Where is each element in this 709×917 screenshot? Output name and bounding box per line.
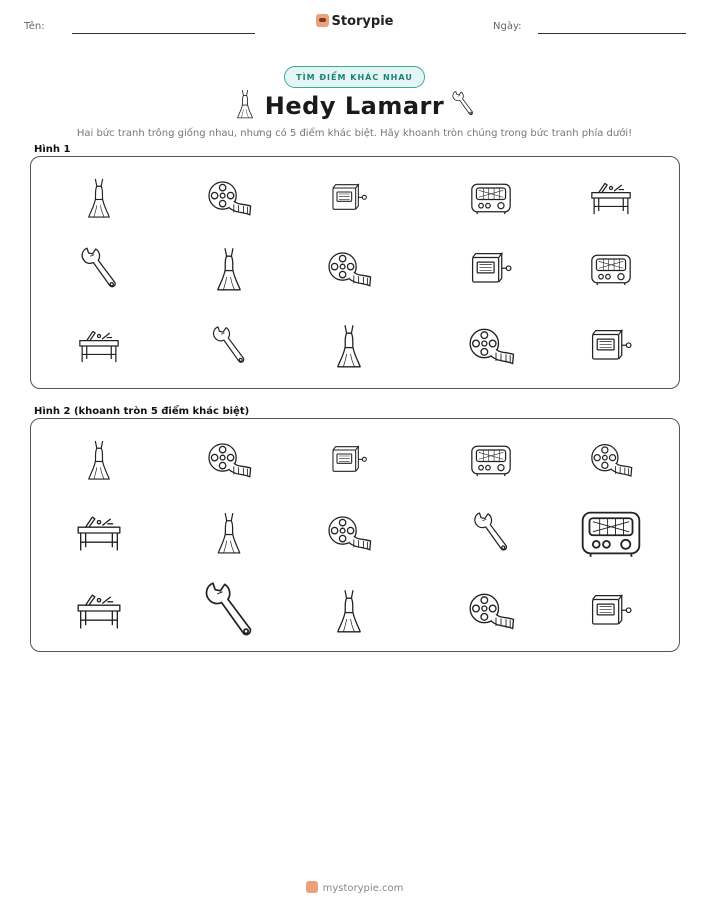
- picture1-cell-dress-icon[interactable]: [205, 245, 253, 293]
- dress-icon: [205, 245, 253, 293]
- storypie-logo-icon: [306, 881, 318, 893]
- wrench-icon: [207, 324, 251, 368]
- workbench-icon: [74, 508, 124, 558]
- picture2-cell-dress-icon[interactable]: [325, 587, 373, 635]
- wrench-icon: [197, 579, 261, 643]
- activity-badge: TÌM ĐIỂM KHÁC NHAU: [284, 66, 425, 88]
- picture2-cell-radio-icon[interactable]: [577, 499, 645, 567]
- picture2-cell-music-box-icon[interactable]: [588, 588, 634, 634]
- picture1-cell-radio-icon[interactable]: [588, 246, 634, 292]
- brand-name: Storypie: [331, 14, 394, 29]
- picture1-cell-film-reel-icon[interactable]: [466, 321, 516, 371]
- footer-url[interactable]: mystorypie.com: [322, 883, 404, 894]
- picture1-cell-film-reel-icon[interactable]: [325, 245, 373, 293]
- film-reel-icon: [466, 586, 516, 636]
- name-label: Tên:: [24, 21, 45, 32]
- picture2-cell-music-box-icon[interactable]: [329, 440, 369, 480]
- dress-icon: [77, 438, 121, 482]
- workbench-icon: [588, 175, 634, 221]
- date-line[interactable]: [538, 33, 686, 34]
- dress-icon: [325, 322, 373, 370]
- radio-icon: [588, 246, 634, 292]
- picture1-panel: [30, 156, 680, 389]
- picture1-cell-radio-icon[interactable]: [468, 175, 514, 221]
- picture2-cell-wrench-icon[interactable]: [197, 579, 261, 643]
- picture1-cell-music-box-icon[interactable]: [329, 178, 369, 218]
- music-box-icon: [329, 178, 369, 218]
- music-box-icon: [468, 246, 514, 292]
- picture1-cell-film-reel-icon[interactable]: [205, 174, 253, 222]
- radio-icon: [468, 437, 514, 483]
- picture2-cell-wrench-icon[interactable]: [468, 510, 514, 556]
- film-reel-icon: [466, 321, 516, 371]
- picture2-cell-film-reel-icon[interactable]: [325, 509, 373, 557]
- storypie-logo-icon: [316, 14, 329, 27]
- picture2-cell-dress-icon[interactable]: [206, 510, 252, 556]
- picture2-cell-film-reel-icon[interactable]: [466, 586, 516, 636]
- workbench-icon: [74, 586, 124, 636]
- dress-icon: [77, 176, 121, 220]
- music-box-icon: [329, 440, 369, 480]
- wrench-icon: [468, 510, 514, 556]
- picture1-cell-workbench-icon[interactable]: [76, 323, 122, 369]
- music-box-icon: [588, 323, 634, 369]
- picture2-cell-film-reel-icon[interactable]: [588, 437, 634, 483]
- date-label: Ngày:: [493, 21, 522, 32]
- instructions: Hai bức tranh trông giống nhau, nhưng có 5 điểm khác biệt. Hãy khoanh tròn chúng trong bức tranh phía dưới!: [76, 128, 633, 139]
- picture1-cell-wrench-icon[interactable]: [75, 245, 123, 293]
- film-reel-icon: [325, 245, 373, 293]
- film-reel-icon: [588, 437, 634, 483]
- music-box-icon: [588, 588, 634, 634]
- picture2-cell-workbench-icon[interactable]: [74, 586, 124, 636]
- name-line[interactable]: [72, 33, 255, 34]
- picture2-panel[interactable]: [30, 418, 680, 652]
- film-reel-icon: [325, 509, 373, 557]
- picture2-cell-radio-icon[interactable]: [468, 437, 514, 483]
- picture2-cell-workbench-icon[interactable]: [74, 508, 124, 558]
- picture2-label: Hình 2 (khoanh tròn 5 điểm khác biệt): [34, 406, 250, 417]
- picture2-cell-dress-icon[interactable]: [77, 438, 121, 482]
- picture1-cell-music-box-icon[interactable]: [468, 246, 514, 292]
- radio-icon: [577, 499, 645, 567]
- page-title: Hedy Lamarr: [264, 92, 445, 120]
- film-reel-icon: [205, 436, 253, 484]
- wrench-icon: [75, 245, 123, 293]
- brand-logo: [0, 14, 709, 29]
- picture1-label: Hình 1: [34, 144, 71, 155]
- picture1-cell-dress-icon[interactable]: [325, 322, 373, 370]
- workbench-icon: [76, 323, 122, 369]
- picture1-cell-music-box-icon[interactable]: [588, 323, 634, 369]
- film-reel-icon: [205, 174, 253, 222]
- footer: [0, 881, 709, 894]
- picture2-cell-film-reel-icon[interactable]: [205, 436, 253, 484]
- picture1-cell-workbench-icon[interactable]: [588, 175, 634, 221]
- picture1-cell-dress-icon[interactable]: [77, 176, 121, 220]
- wrench-icon: [451, 88, 475, 120]
- picture1-cell-wrench-icon[interactable]: [207, 324, 251, 368]
- dress-icon: [325, 587, 373, 635]
- dress-icon: [206, 510, 252, 556]
- radio-icon: [468, 175, 514, 221]
